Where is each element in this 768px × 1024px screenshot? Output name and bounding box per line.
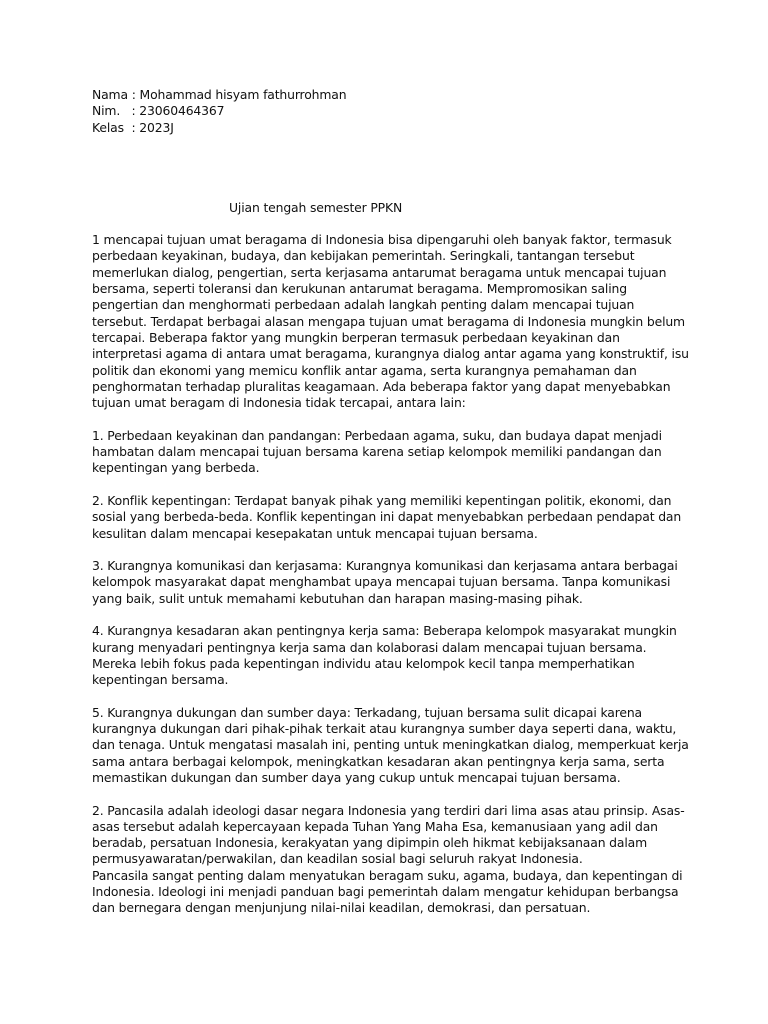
factor-3-paragraph: 3. Kurangnya komunikasi dan kerjasama: Kurangnya komunikasi dan kerjasama antara berbagai kelompok masyarakat dapat menghambat upaya mencapai tujuan bersama. Tanpa komunikasi yang baik, sulit untuk memahami kebutuhan dan harapan masing-masing pihak.: [92, 558, 678, 606]
answer-1-intro-paragraph: 1 mencapai tujuan umat beragama di Indonesia bisa dipengaruhi oleh banyak faktor, termasuk perbedaan keyakinan, budaya, dan kebijakan pemerintah. Seringkali, tantangan tersebut memerlukan dialog, pengertian, serta kerjasama antarumat beragama untuk mencapai tujuan bersama, seperti toleransi dan kerukunan antarumat beragama. Mempromosikan saling pengertian dan menghormati perbedaan adalah langkah penting dalam mencapai tujuan tersebut. Terdapat berbagai alasan mengapa tujuan umat beragama di Indonesia mungkin belum tercapai. Beberapa faktor yang mungkin berperan termasuk perbedaan keyakinan dan interpretasi agama di antara umat beragama, kurangnya dialog antar agama yang konstruktif, isu politik dan ekonomi yang memicu konflik antar agama, serta kurangnya pemahaman dan penghormatan terhadap pluralitas keagamaan. Ada beberapa faktor yang dapat menyebabkan tujuan umat beragam di Indonesia tidak tercapai, antara lain:: [92, 232, 689, 411]
factor-4-paragraph: 4. Kurangnya kesadaran akan pentingnya kerja sama: Beberapa kelompok masyarakat mungkin kurang menyadari pentingnya kerja sama dan kolaborasi dalam mencapai tujuan bersama. Mereka lebih fokus pada kepentingan individu atau kelompok kecil tanpa memperhatikan kepentingan bersama.: [92, 623, 677, 688]
factor-2-paragraph: 2. Konflik kepentingan: Terdapat banyak pihak yang memiliki kepentingan politik, ekonomi, dan sosial yang berbeda-beda. Konflik kepentingan ini dapat menyebabkan perbedaan pendapat dan kesulitan dalam mencapai kesepakatan untuk mencapai tujuan bersama.: [92, 492, 682, 541]
answer-2-paragraph: 2. Pancasila adalah ideologi dasar negara Indonesia yang terdiri dari lima asas atau prinsip. Asas-asas tersebut adalah kepercayaan kepada Tuhan Yang Maha Esa, kemanusiaan yang adil dan beradab, persatuan Indonesia, kerakyatan yang dipimpin oleh hikmat kebijaksanaan dalam permusyawaratan/perwakilan, dan keadilan sosial bagi seluruh rakyat Indonesia.: [92, 802, 685, 867]
student-class-line: Kelas : 2023J: [92, 119, 174, 135]
student-nim-line: Nim. : 23060464367: [92, 103, 225, 119]
document-body: [92, 87, 692, 917]
student-info: [92, 87, 692, 136]
factor-1-paragraph: 1. Perbedaan keyakinan dan pandangan: Perbedaan agama, suku, dan budaya dapat menjadi hambatan dalam mencapai tujuan bersama karena setiap kelompok memiliki pandangan dan kepentingan yang berbeda.: [92, 427, 662, 476]
answer-2-continuation-paragraph: Pancasila sangat penting dalam menyatukan beragam suku, agama, budaya, dan kepentingan di Indonesia. Ideologi ini menjadi panduan bagi pemerintah dalam mengatur kehidupan berbangsa dan bernegara dengan menjunjung nilai-nilai keadilan, demokrasi, dan persatuan.: [92, 867, 683, 916]
factor-5-paragraph: 5. Kurangnya dukungan dan sumber daya: Terkadang, tujuan bersama sulit dicapai karena kurangnya dukungan dari pihak-pihak terkait atau kurangnya sumber daya seperti dana, waktu, dan tenaga. Untuk mengatasi masalah ini, penting untuk meningkatkan dialog, memperkuat kerja sama antara berbagai kelompok, meningkatkan kesadaran akan pentingnya kerja sama, serta memastikan dukungan dan sumber daya yang cukup untuk mencapai tujuan bersama.: [92, 704, 689, 785]
student-name-line: Nama : Mohammad hisyam fathurrohman: [92, 87, 347, 102]
document-title: Ujian tengah semester PPKN: [229, 199, 403, 215]
